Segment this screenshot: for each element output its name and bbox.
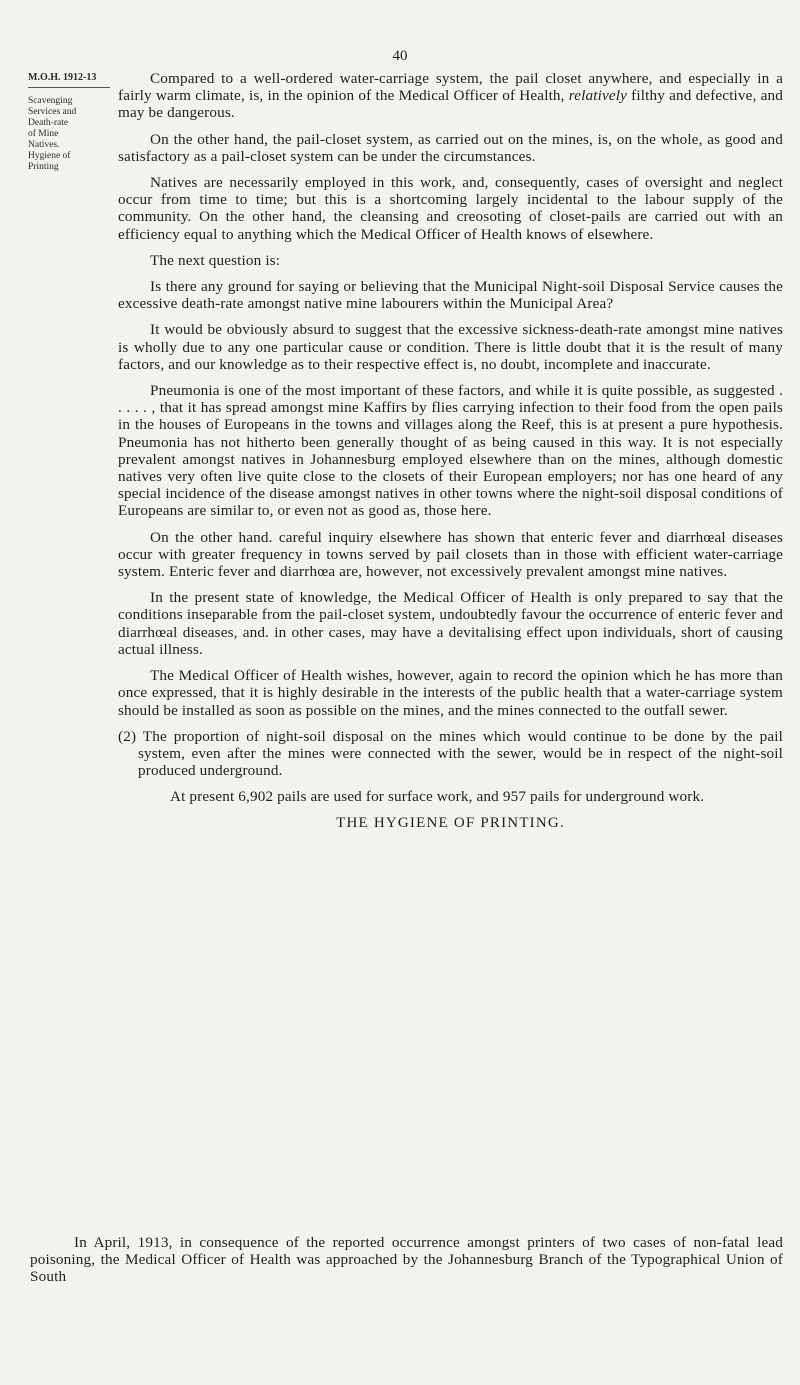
margin-topic: Scavenging <box>28 96 73 106</box>
margin-topic: Services and <box>28 107 77 117</box>
paragraph: On the other hand, the pail-closet system, as carried out on the mines, is, on the whole, as good and satisfactory as a pail-closet system can be under the circumstances. <box>118 130 783 165</box>
margin-topic: Printing <box>28 162 59 172</box>
margin-topic-list <box>28 96 110 173</box>
paragraph: In April, 1913, in consequence of the reported occurrence amongst printers of two cases of non-fatal lead poisoning, the Medical Officer of Health was approached by the Johannesburg Branch of the Typographical Union of South <box>30 1234 783 1286</box>
paragraph: Natives are necessarily employed in this work, and, consequently, cases of oversight and neglect occur from time to time; but this is a shortcoming largely incidental to the labour supply of the community. On the other hand, the cleansing and creosoting of closet-pails are carried out with an efficiency equal to anything which the Medical Officer of Health knows of elsewhere. <box>118 174 783 243</box>
report-reference: M.O.H. 1912-13 <box>28 72 110 88</box>
emphasis-text: relatively <box>568 87 628 105</box>
numbered-paragraph: (2) The proportion of night-soil disposal on the mines which would continue to be done by the pail system, even after the mines were connected with the sewer, would be in respect of the night-soil produced underground. <box>118 727 783 780</box>
paragraph <box>118 70 783 122</box>
paragraph: The next question is: <box>150 251 281 269</box>
bottom-text <box>30 1234 783 1286</box>
paragraph: The Medical Officer of Health wishes, however, again to record the opinion which he has more than once expressed, that it is highly desirable in the interests of the public health that a water-carriage system should be installed as soon as possible on the mines, and the mines connected to the outfall sewer. <box>118 667 783 719</box>
margin-topic: Hygiene of <box>28 151 71 161</box>
margin-topic: of Mine <box>28 129 59 139</box>
paragraph: At present 6,902 pails are used for surface work, and 957 pails for underground work. <box>170 788 705 806</box>
page-number: 40 <box>392 48 408 64</box>
paragraph: It would be obviously absurd to suggest that the excessive sickness-death-rate amongst mine natives is wholly due to any one particular cause or condition. There is little doubt that it is the result of many factors, and our knowledge as to their respective effect is, no doubt, incomplete and inaccurate. <box>118 321 783 373</box>
paragraph-text: Compared to a well-ordered water-carriage system, the pail closet anywhere, and especially in a fairly warm climate, is, in the opinion of the Medical Officer of Health, <box>118 70 783 105</box>
paragraph: Is there any ground for saying or believing that the Municipal Night-soil Disposal Service causes the excessive death-rate amongst native mine labourers within the Municipal Area? <box>118 278 783 313</box>
main-text <box>118 70 783 838</box>
margin-topic: Natives. <box>28 140 60 150</box>
paragraph-text: filthy and defective, and may be dangerous. <box>118 87 784 122</box>
margin-topic: Death-rate <box>28 118 69 128</box>
paragraph: In the present state of knowledge, the Medical Officer of Health is only prepared to say that the conditions inseparable from the pail-closet system, undoubtedly favour the occurrence of enteric fever and diarrhœal diseases, and. in other cases, may have a devitalising effect upon individuals, short of causing actual illness. <box>118 589 783 658</box>
paragraph: Pneumonia is one of the most important of these factors, and while it is quite possible, as suggested . . . . . , that it has spread amongst mine Kaffirs by flies carrying infection to their food from the open pails in the houses of Europeans in the towns and villages along the Reef, this is at present a pure hypothesis. Pneumonia has not hitherto been generally thought of as being caused in this way. It is not especially prevalent amongst natives in Johannesburg employed elsewhere than on the mines, although domestic natives very often live quite close to the closets of their European employers; nor has one heard of any special incidence of the disease amongst natives in other towns where the night-soil disposal conditions of Europeans are similar to, or even not as good as, those here. <box>118 382 783 520</box>
section-heading: THE HYGIENE OF PRINTING. <box>336 814 565 831</box>
margin-notes <box>28 72 110 173</box>
paragraph: On the other hand. careful inquiry elsewhere has shown that enteric fever and diarrhœal diseases occur with greater frequency in towns served by pail closets than in those with efficient water-carriage system. Enteric fever and diarrhœa are, however, not excessively prevalent amongst mine natives. <box>118 528 783 581</box>
